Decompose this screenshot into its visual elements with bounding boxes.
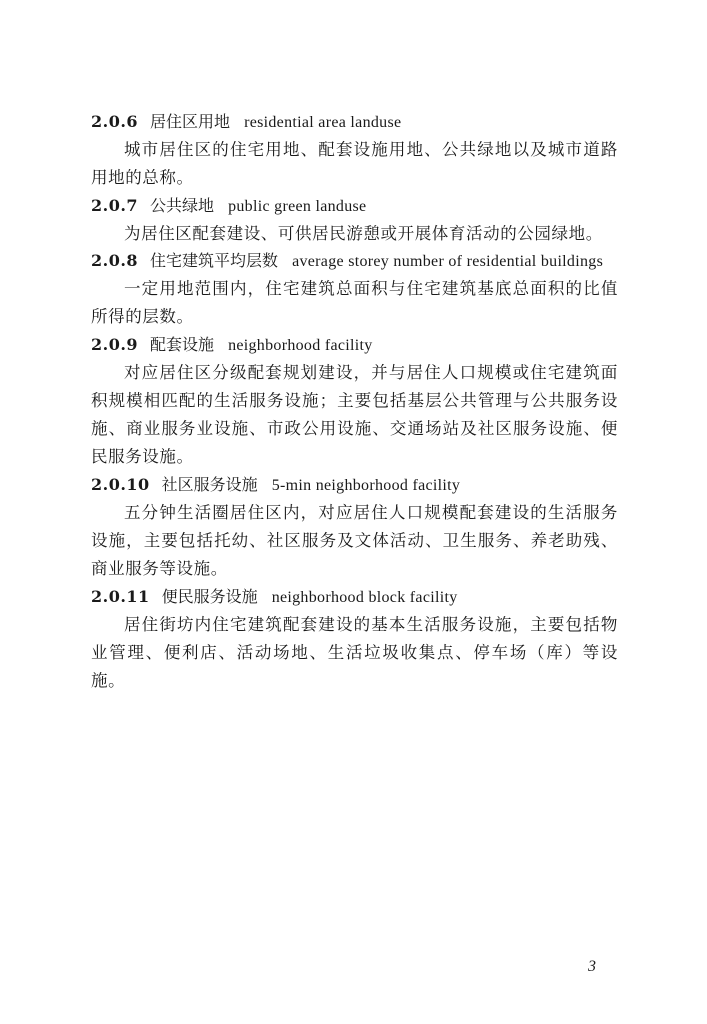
term-english: 5-min neighborhood facility	[271, 477, 461, 494]
term-entry-2-0-10	[91, 471, 618, 583]
term-heading	[91, 248, 618, 275]
term-heading	[91, 108, 618, 136]
term-definition: 五分钟生活圈居住区内，对应居住人口规模配套建设的生活服务设施，主要包括托幼、社区服务及文体活动、卫生服务、养老助残、商业服务等设施。	[91, 503, 618, 578]
term-definition: 对应居住区分级配套规划建设，并与居住人口规模或住宅建筑面积规模相匹配的生活服务设施；主要包括基层公共管理与公共服务设施、商业服务业设施、市政公用设施、交通场站及社区服务设施、便民服务设施。	[91, 363, 618, 466]
term-entry-2-0-11	[91, 583, 618, 695]
term-number: 2.0.11	[91, 587, 150, 606]
term-number: 2.0.7	[91, 196, 139, 215]
term-english: public green landuse	[228, 198, 367, 215]
term-number: 2.0.8	[91, 251, 139, 270]
term-heading	[91, 192, 618, 220]
term-chinese: 居住区用地	[150, 112, 231, 131]
term-number: 2.0.9	[91, 335, 139, 354]
term-heading	[91, 583, 618, 611]
term-chinese: 住宅建筑平均层数	[150, 251, 279, 270]
term-heading	[91, 471, 618, 499]
term-entry-2-0-7	[91, 192, 618, 248]
term-chinese: 公共绿地	[150, 196, 215, 215]
term-number: 2.0.6	[91, 112, 139, 131]
term-entry-2-0-9	[91, 331, 618, 471]
term-definition: 为居住区配套建设、可供居民游憩或开展体育活动的公园绿地。	[124, 224, 603, 243]
term-definition: 居住街坊内住宅建筑配套建设的基本生活服务设施，主要包括物业管理、便利店、活动场地、生活垃圾收集点、停车场（库）等设施。	[91, 615, 618, 690]
term-chinese: 便民服务设施	[161, 587, 258, 606]
term-english: residential area landuse	[244, 114, 402, 131]
term-english: average storey number of residential buildings	[292, 253, 604, 270]
term-english: neighborhood facility	[228, 337, 373, 354]
term-chinese: 配套设施	[150, 335, 215, 354]
term-heading	[91, 331, 618, 359]
term-entry-2-0-6	[91, 108, 618, 192]
term-entry-2-0-8	[91, 248, 618, 331]
term-english: neighborhood block facility	[271, 589, 458, 606]
term-chinese: 社区服务设施	[161, 475, 258, 494]
term-definition: 一定用地范围内，住宅建筑总面积与住宅建筑基底总面积的比值所得的层数。	[91, 279, 618, 326]
term-number: 2.0.10	[91, 475, 150, 494]
term-definition: 城市居住区的住宅用地、配套设施用地、公共绿地以及城市道路用地的总称。	[91, 140, 618, 187]
page-number: 3	[588, 958, 596, 975]
terms-section	[91, 108, 618, 695]
